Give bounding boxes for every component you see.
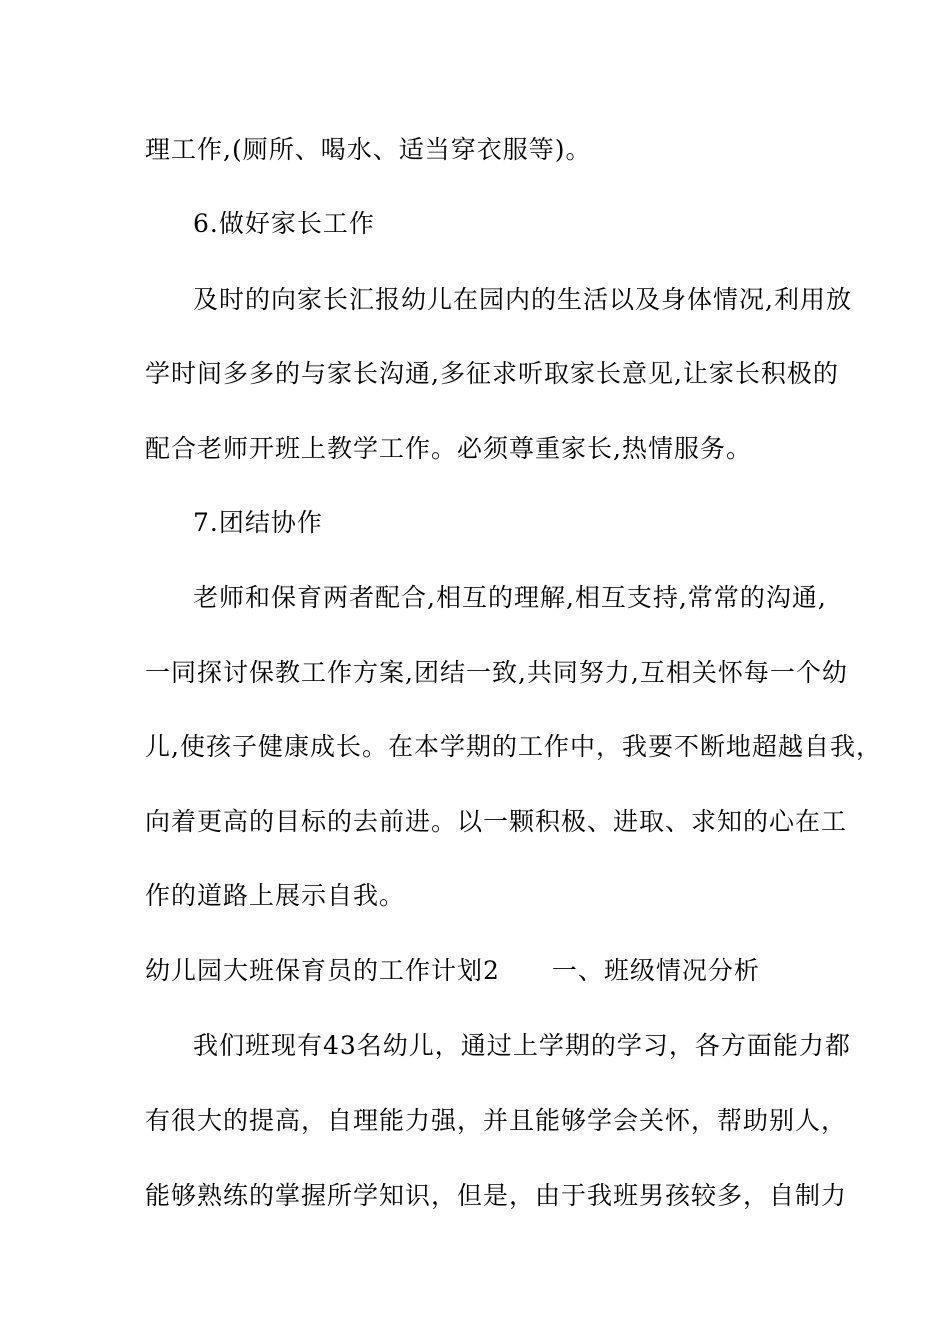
paragraph-line: 向着更高的目标的去前进。以一颗积极、进取、求知的心在工 — [145, 807, 848, 836]
paragraph-line: 有很大的提高，自理能力强，并且能够学会关怀，帮助别人， — [145, 1106, 848, 1135]
paragraph-line: 理工作,(厕所、喝水、适当穿衣服等)。 — [145, 135, 592, 164]
paragraph-line: 作的道路上展示自我。 — [145, 881, 406, 910]
paragraph-line: 一同探讨保教工作方案,团结一致,共同努力,互相关怀每一个幼 — [145, 658, 848, 687]
paragraph-line: 我们班现有43名幼儿，通过上学期的学习，各方面能力都 — [193, 1031, 851, 1060]
paragraph-line: 及时的向家长汇报幼儿在园内的生活以及身体情况,利用放 — [193, 285, 852, 314]
section-heading-parent-work: 6.做好家长工作 — [193, 209, 375, 238]
section-heading-teamwork: 7.团结协作 — [193, 508, 323, 537]
paragraph-line: 老师和保育两者配合,相互的理解,相互支持,常常的沟通, — [193, 583, 827, 612]
paragraph-line: 儿,使孩子健康成长。在本学期的工作中，我要不断地超越自我， — [145, 732, 882, 761]
paragraph-line: 学时间多多的与家长沟通,多征求听取家长意见,让家长积极的 — [145, 359, 839, 388]
document-title: 幼儿园大班保育员的工作计划2 一、班级情况分析 — [145, 956, 760, 985]
paragraph-line: 配合老师开班上教学工作。必须尊重家长,热情服务。 — [145, 434, 752, 463]
paragraph-line: 能够熟练的掌握所学知识，但是，由于我班男孩较多，自制力 — [145, 1181, 848, 1210]
